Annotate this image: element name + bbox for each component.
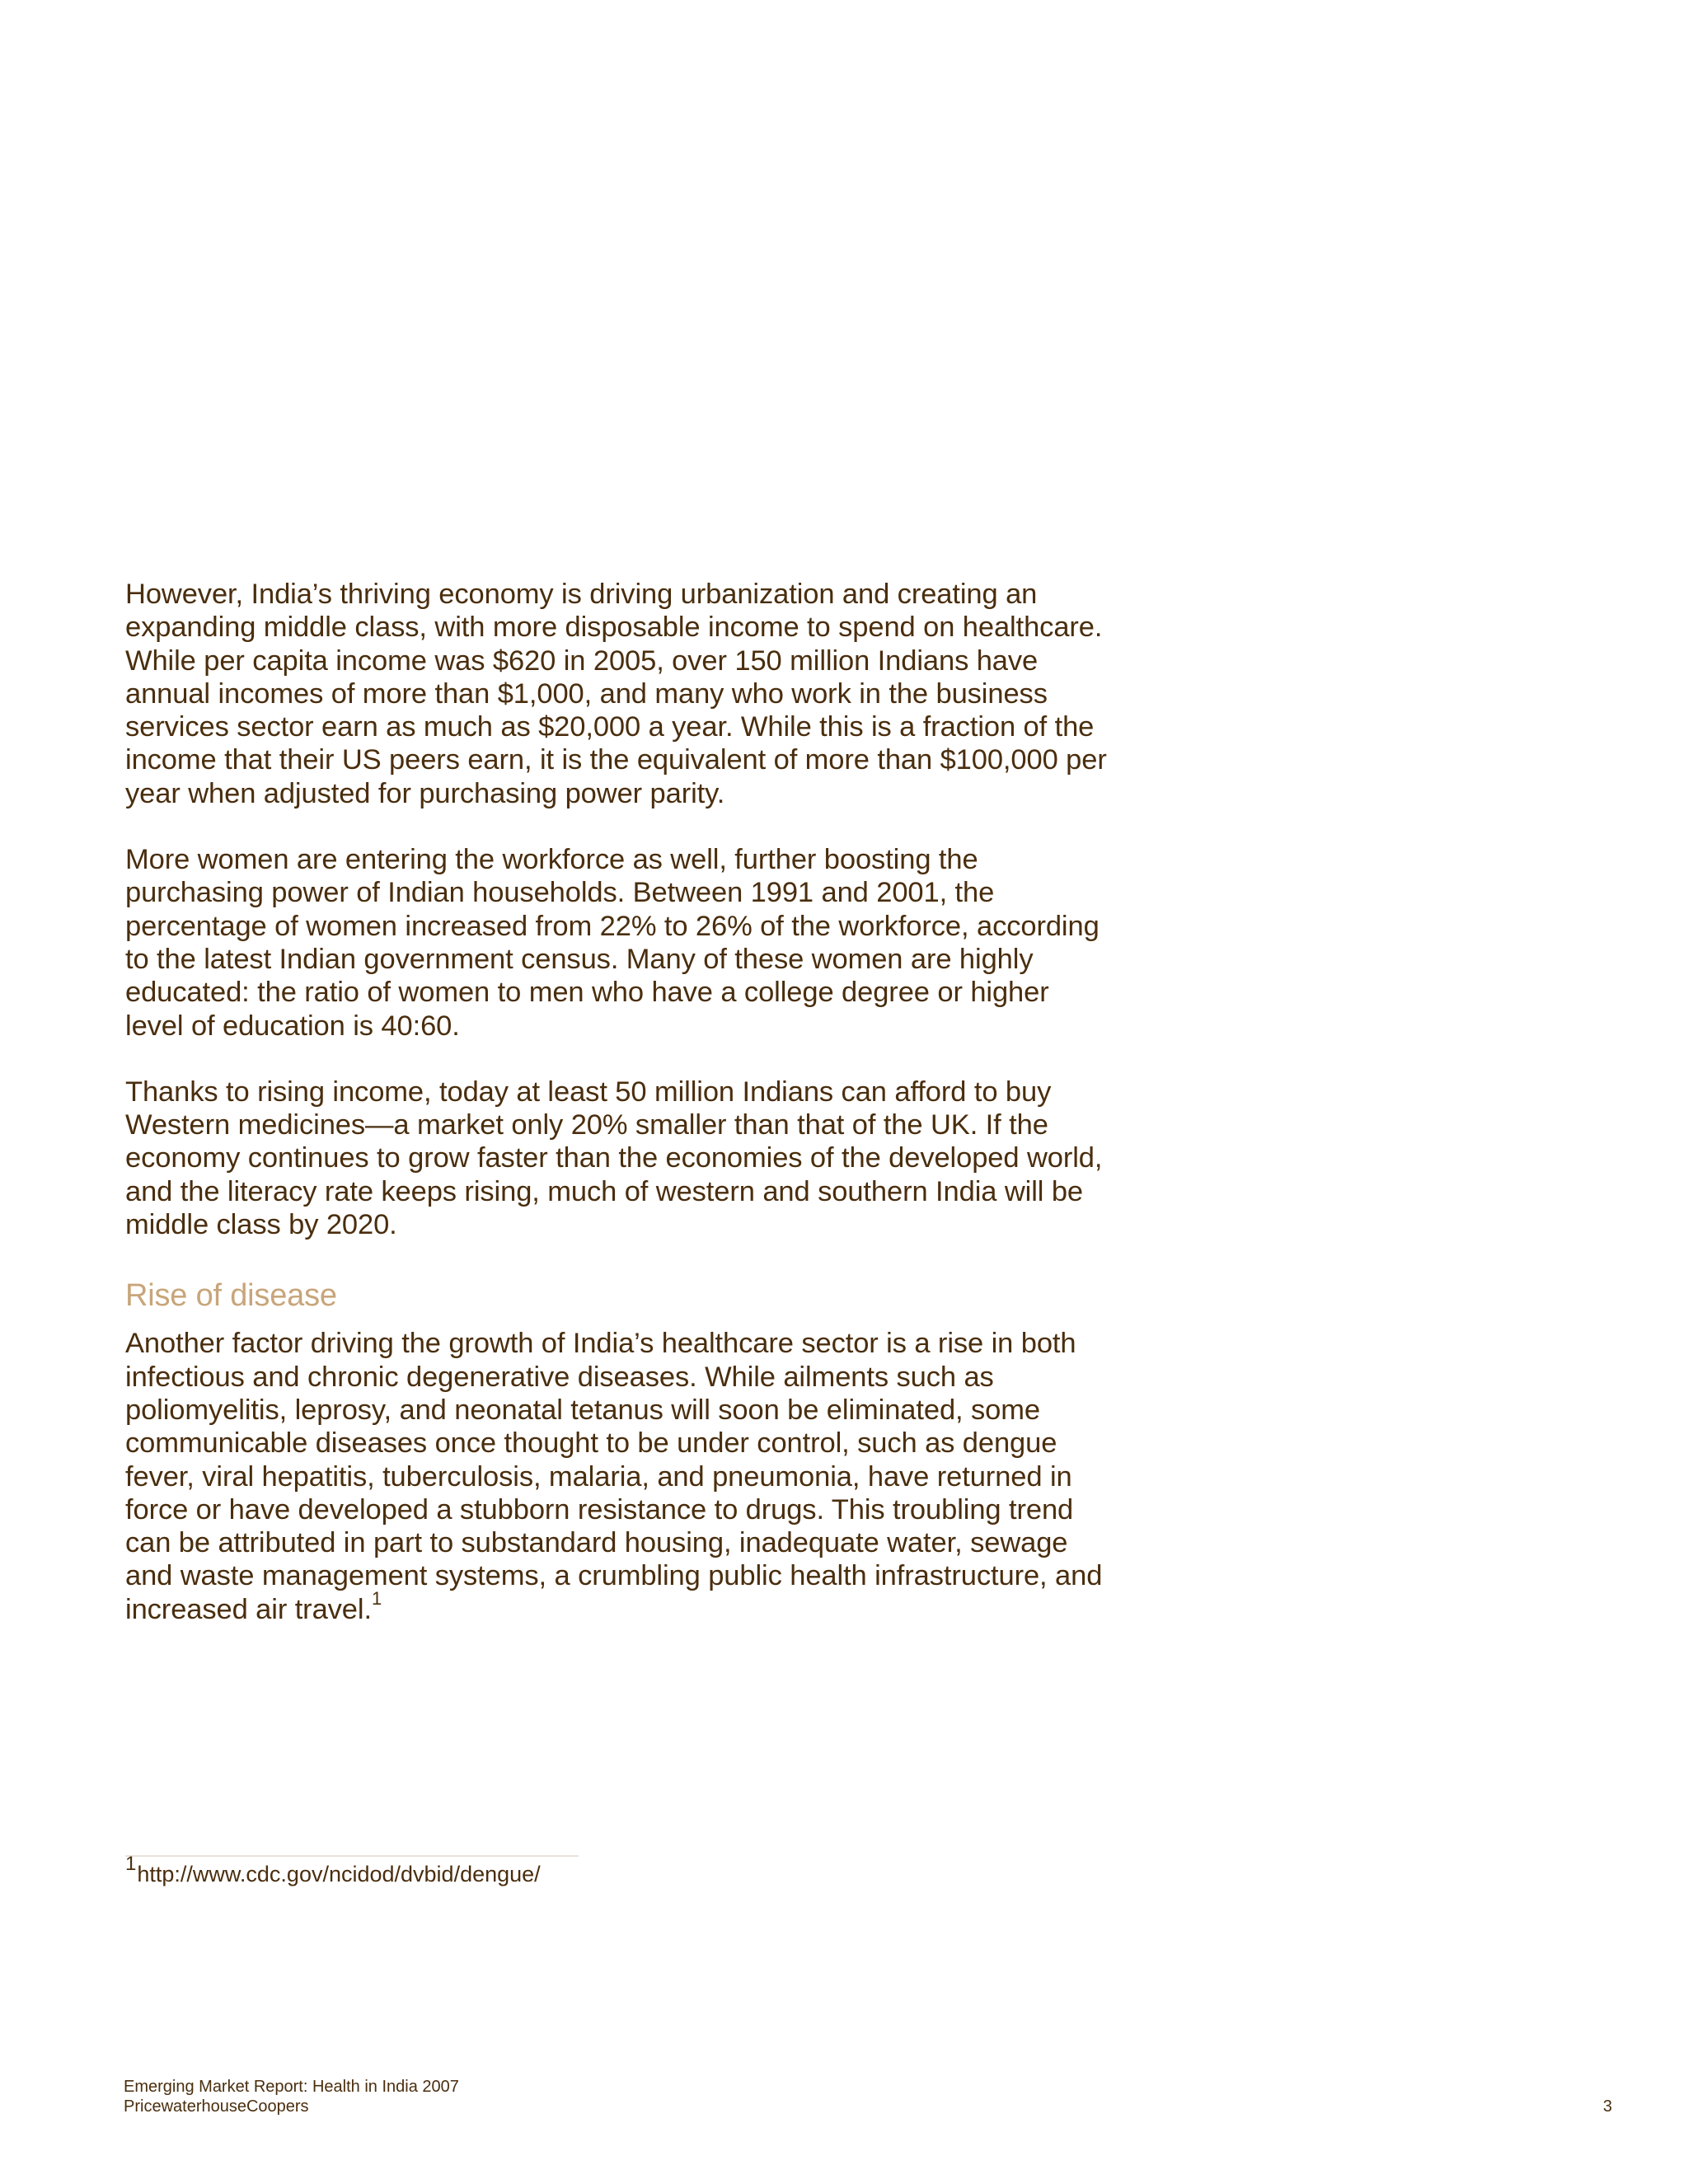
- paragraph-spacer: [125, 810, 1114, 843]
- page-number: 3: [1602, 2097, 1612, 2116]
- footnote: [125, 1853, 867, 1889]
- page-footer: [124, 2077, 1607, 2116]
- heading-spacer: [125, 1314, 1114, 1327]
- paragraph-spacer: [125, 1043, 1114, 1076]
- footer-report-title: Emerging Market Report: Health in India 2007: [124, 2078, 459, 2096]
- footer-company: PricewaterhouseCoopers: [124, 2097, 309, 2116]
- paragraph-rise-of-disease-text: Another factor driving the growth of India’s healthcare sector is a rise in both infectious and chronic degenerative diseases. While ailments such as poliomyelitis, leprosy, and neonatal tetanus will soon be eliminated, some communicable diseases once thought to be under control, such as dengue fever, viral hepatitis, tuberculosis, malaria, and pneumonia, have returned in force or have developed a stubborn resistance to drugs. This troubling trend can be attributed in part to substandard housing, inadequate water, sewage and waste management systems, a crumbling public health infrastructure, and increased air travel.: [125, 1328, 1103, 1625]
- paragraph-rise-of-disease: [125, 1327, 1114, 1626]
- footnote-reference[interactable]: 1: [371, 1588, 382, 1610]
- footnote-link[interactable]: http://www.cdc.gov/ncidod/dvbid/dengue/: [137, 1862, 541, 1886]
- section-heading: Rise of disease: [125, 1278, 337, 1314]
- footnote-divider: [125, 1855, 579, 1857]
- paragraph-rising-income: Thanks to rising income, today at least 50 million Indians can afford to buy Western medicines—a market only 20% smaller than that of the UK. If the economy continues to grow faster than the economies of the developed world, and the literacy rate keeps rising, much of western and southern India will be middle class by 2020.: [125, 1076, 1103, 1241]
- paragraph-economy: However, India’s thriving economy is driving urbanization and creating an expanding middle class, with more disposable income to spend on healthcare. While per capita income was $620 in 2005, over 150 million Indians have annual incomes of more than $1,000, and many who work in the business services sector earn as much as $20,000 a year. While this is a fraction of the income that their US peers earn, it is the equivalent of more than $100,000 per year when adjusted for purchasing power parity.: [125, 579, 1107, 809]
- body-column: [125, 578, 1114, 1626]
- footnote-mark: 1: [125, 1853, 137, 1875]
- paragraph-women-workforce: More women are entering the workforce as well, further boosting the purchasing power of Indian households. Between 1991 and 2001, the percentage of women increased from 22% to 26% of the workforce, according to the latest Indian government census. Many of these women are highly educated: the ratio of women to men who have a college degree or higher level of education is 40:60.: [125, 844, 1100, 1042]
- heading-spacer: [125, 1241, 1114, 1277]
